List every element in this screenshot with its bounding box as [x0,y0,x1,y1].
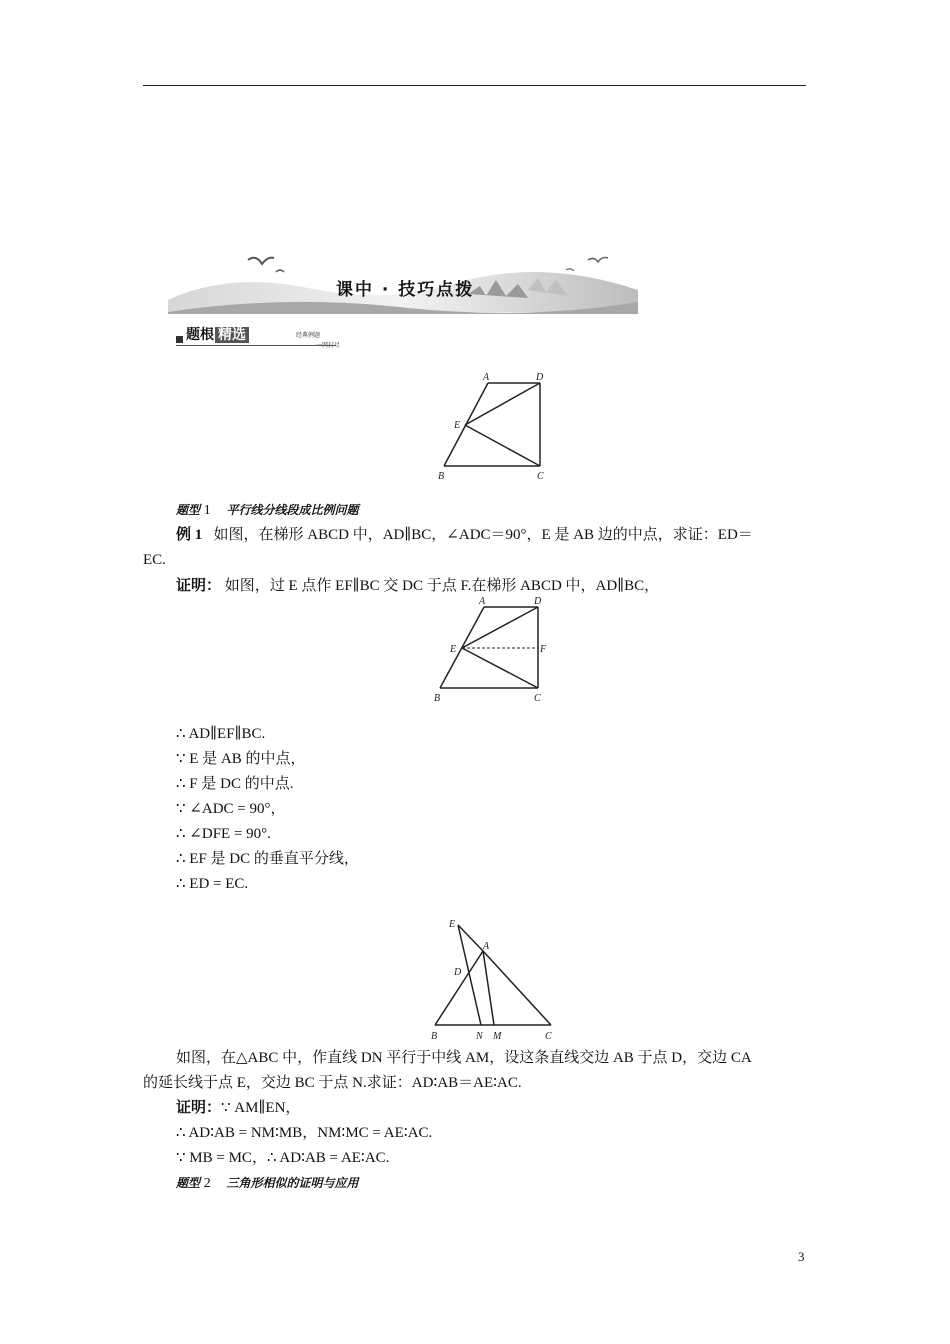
banner-title: 课中 · 技巧点拨 [336,280,475,300]
example-1-line-2: EC. [143,552,166,568]
fig2-label-a: A [479,596,486,607]
proof-1-step: ∵ E 是 AB 的中点， [176,751,306,767]
proof-2-step: ∵ MB = MC，∴ AD∶AB = AE∶AC. [176,1150,390,1166]
banner-subtitle [186,326,249,344]
proof-1-step: ∴ ∠DFE = 90°. [176,826,271,842]
proof-2-first [176,1098,300,1118]
section-2-heading [176,1173,359,1194]
section-2-title: 三角形相似的证明与应用 [226,1176,359,1190]
fig3-label-e: E [449,919,456,930]
fig2-label-f: F [540,644,547,655]
section-1-heading [176,500,359,521]
example-2-line-1: 如图，在△ABC 中，作直线 DN 平行于中线 AM，设这条直线交边 AB 于点 D，交边 CA [176,1050,752,1066]
proof-1-step: ∴ F 是 DC 的中点. [176,776,294,792]
section-1-number: 1 [203,503,211,518]
example-1-label: 例 1 [176,527,203,543]
proof-1-label: 证明： [176,578,222,594]
fig3-label-m: M [493,1031,502,1042]
header-rule [143,85,806,86]
proof-2-first-text: ∵ AM∥EN， [221,1100,301,1116]
example-1-text: 如图，在梯形 ABCD 中，AD∥BC，∠ADC＝90°，E 是 AB 边的中点，求证：ED＝ [213,527,753,543]
figure-triangle-3 [425,915,560,1045]
page-number: 3 [798,1249,805,1264]
banner-note-2: 一网打尽 [316,342,341,349]
banner-subtitle-a: 题根 [186,327,214,343]
fig1-label-e: E [454,420,461,431]
fig2-label-c: C [534,693,541,704]
example-2-line-2: 的延长线于点 E，交边 BC 于点 N.求证：AD∶AB＝AE∶AC. [143,1075,522,1091]
banner-underline [176,345,336,346]
proof-1-step: ∴ ED = EC. [176,876,249,892]
fig3-label-c: C [545,1031,552,1042]
fig2-label-e: E [450,644,457,655]
fig1-label-a: A [483,372,490,383]
proof-1-step: ∴ EF 是 DC 的垂直平分线， [176,851,359,867]
fig1-label-b: B [438,471,445,482]
section-1-tag: 题型 [176,503,201,517]
fig2-label-b: B [434,693,441,704]
proof-1-step: ∴ AD∥EF∥BC. [176,726,266,742]
proof-2-label: 证明： [176,1100,222,1116]
fig2-label-d: D [534,596,542,607]
banner-marker-icon [176,336,183,343]
figure-trapezoid-2 [428,592,558,707]
fig1-label-c: C [537,471,544,482]
fig3-label-b: B [431,1031,438,1042]
banner-subtitle-b: 精选 [215,327,249,343]
section-1-title: 平行线分线段成比例问题 [226,503,359,517]
fig3-label-n: N [476,1031,483,1042]
section-2-tag: 题型 [176,1176,201,1190]
fig1-label-d: D [536,372,544,383]
proof-1-intro-text: 如图，过 E 点作 EF∥BC 交 DC 于点 F.在梯形 ABCD 中，AD∥BC， [224,578,660,594]
section-2-number: 2 [203,1176,211,1191]
banner-note-1: 经典例题 [296,332,321,339]
fig3-label-d: D [454,967,462,978]
fig3-label-a: A [483,941,490,952]
proof-2-step: ∴ AD∶AB = NM∶MB，NM∶MC = AE∶AC. [176,1125,433,1141]
proof-1-step: ∵ ∠ADC = 90°， [176,801,286,817]
example-1-line-1 [176,525,753,545]
figure-trapezoid-1 [430,370,560,482]
proof-1-intro [176,576,659,596]
